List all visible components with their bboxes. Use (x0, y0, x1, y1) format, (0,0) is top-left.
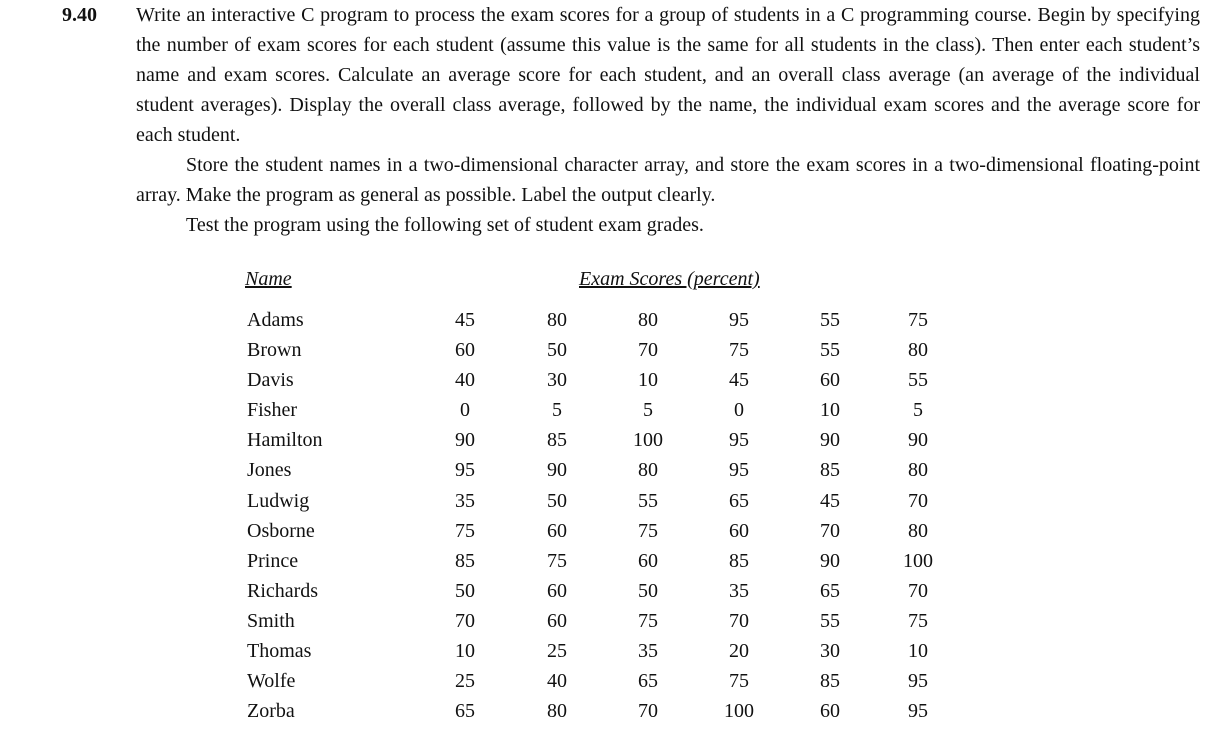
exam-score: 75 (908, 309, 928, 331)
exam-score: 0 (734, 399, 744, 422)
exam-score: 75 (729, 339, 749, 362)
student-name: Richards (247, 579, 319, 602)
exam-score: 35 (638, 640, 658, 663)
exam-score: 5 (913, 399, 923, 422)
exam-score: 40 (547, 670, 567, 693)
exam-score: 0 (460, 399, 470, 422)
student-name: Davis (247, 369, 294, 392)
exam-score: 55 (820, 609, 840, 632)
table-row (0, 486, 1220, 516)
exam-score: 65 (455, 700, 475, 723)
exam-score: 35 (455, 489, 475, 512)
table-row (0, 666, 1220, 696)
student-name: Brown (247, 339, 302, 362)
exam-score: 55 (638, 489, 658, 512)
exam-score: 80 (908, 339, 928, 362)
exam-score: 90 (820, 549, 840, 572)
exam-score: 50 (547, 339, 567, 362)
exam-score: 60 (729, 519, 749, 542)
exam-score: 85 (729, 549, 749, 572)
exam-score: 45 (820, 489, 840, 512)
exam-score: 45 (455, 309, 475, 331)
exam-score: 85 (455, 549, 475, 572)
exam-score: 55 (820, 339, 840, 362)
exam-score: 95 (729, 309, 749, 331)
student-name: Osborne (247, 519, 315, 542)
exam-score: 5 (552, 399, 562, 422)
exam-score: 100 (633, 429, 663, 452)
student-name: Thomas (247, 640, 312, 663)
table-row (0, 365, 1220, 395)
exam-score: 65 (729, 489, 749, 512)
exam-score: 80 (547, 309, 567, 331)
exam-score: 75 (638, 609, 658, 632)
problem-paragraph-1: Write an interactive C program to process the exam scores for a group of students in a C programming course. Begin by specifying the number of exam scores for each student (assume this value is the same for all students in the class). Then enter each student’s name and exam scores. Calculate an average score for each student, and an overall class average (an average of the individual student averages). Display the overall class average, followed by the name, the individual exam scores and the average score for each student. (136, 4, 1200, 146)
exam-score: 85 (820, 459, 840, 482)
exam-score: 10 (455, 640, 475, 663)
problem-paragraph-2: Store the student names in a two-dimensional character array, and store the exam scores in a two-dimensional floating-point array. Make the program as general as possible. Label the output clearly. (136, 154, 1200, 206)
exam-score: 25 (547, 640, 567, 663)
table-row (0, 305, 1220, 335)
exam-score: 100 (903, 549, 933, 572)
exam-score: 20 (729, 640, 749, 663)
exam-score: 60 (820, 700, 840, 723)
student-name: Jones (247, 459, 292, 482)
table-row (0, 576, 1220, 606)
exam-score: 95 (455, 459, 475, 482)
exam-score: 75 (638, 519, 658, 542)
exam-score: 60 (547, 609, 567, 632)
exam-score: 80 (638, 459, 658, 482)
exam-score: 60 (820, 369, 840, 392)
student-name: Wolfe (247, 670, 296, 693)
student-name: Smith (247, 609, 295, 632)
exam-score: 90 (908, 429, 928, 452)
table-row (0, 546, 1220, 576)
table-row (0, 606, 1220, 636)
exam-score: 70 (908, 489, 928, 512)
exam-score: 50 (547, 489, 567, 512)
exam-score: 85 (547, 429, 567, 452)
exam-score: 80 (908, 519, 928, 542)
exam-score: 30 (820, 640, 840, 663)
exam-score: 80 (547, 700, 567, 723)
exam-score: 30 (547, 369, 567, 392)
exam-score: 70 (455, 609, 475, 632)
exam-score: 55 (820, 309, 840, 331)
table-row (0, 696, 1220, 726)
scores-table (0, 305, 1220, 726)
student-name: Hamilton (247, 429, 323, 452)
exam-score: 55 (908, 369, 928, 392)
exam-score: 90 (820, 429, 840, 452)
exam-score: 85 (820, 670, 840, 693)
student-name: Ludwig (247, 489, 310, 512)
exam-score: 5 (643, 399, 653, 422)
exam-score: 90 (547, 459, 567, 482)
exam-score: 50 (455, 579, 475, 602)
exam-score: 35 (729, 579, 749, 602)
exam-score: 70 (638, 339, 658, 362)
exam-score: 40 (455, 369, 475, 392)
exam-score: 25 (455, 670, 475, 693)
exam-score: 80 (908, 459, 928, 482)
exam-score: 100 (724, 700, 754, 723)
exam-score: 70 (820, 519, 840, 542)
exam-score: 70 (638, 700, 658, 723)
problem-number: 9.40 (62, 4, 97, 26)
exam-score: 50 (638, 579, 658, 602)
exam-score: 10 (820, 399, 840, 422)
exam-score: 75 (547, 549, 567, 572)
student-name: Fisher (247, 399, 297, 422)
table-row (0, 335, 1220, 365)
table-row (0, 455, 1220, 485)
exam-score: 60 (547, 519, 567, 542)
exam-score: 80 (638, 309, 658, 331)
exam-score: 95 (908, 670, 928, 693)
exam-score: 65 (638, 670, 658, 693)
exam-score: 60 (638, 549, 658, 572)
table-row (0, 516, 1220, 546)
exam-score: 65 (820, 579, 840, 602)
exam-score: 70 (729, 609, 749, 632)
exam-score: 10 (638, 369, 658, 392)
exam-score: 60 (455, 339, 475, 362)
exam-score: 75 (908, 609, 928, 632)
exam-score: 70 (908, 579, 928, 602)
table-row (0, 425, 1220, 455)
exam-score: 95 (908, 700, 928, 723)
exam-score: 95 (729, 459, 749, 482)
exam-score: 75 (729, 670, 749, 693)
exam-score: 75 (455, 519, 475, 542)
student-name: Adams (247, 309, 304, 331)
exam-score: 90 (455, 429, 475, 452)
exam-score: 60 (547, 579, 567, 602)
table-header-scores: Exam Scores (percent) (579, 268, 760, 290)
problem-paragraph-3: Test the program using the following set of student exam grades. (186, 214, 704, 236)
table-row (0, 395, 1220, 425)
exam-score: 45 (729, 369, 749, 392)
student-name: Zorba (247, 700, 295, 723)
exam-score: 95 (729, 429, 749, 452)
table-row (0, 636, 1220, 666)
student-name: Prince (247, 549, 299, 572)
table-header-name: Name (245, 268, 292, 290)
exam-score: 10 (908, 640, 928, 663)
